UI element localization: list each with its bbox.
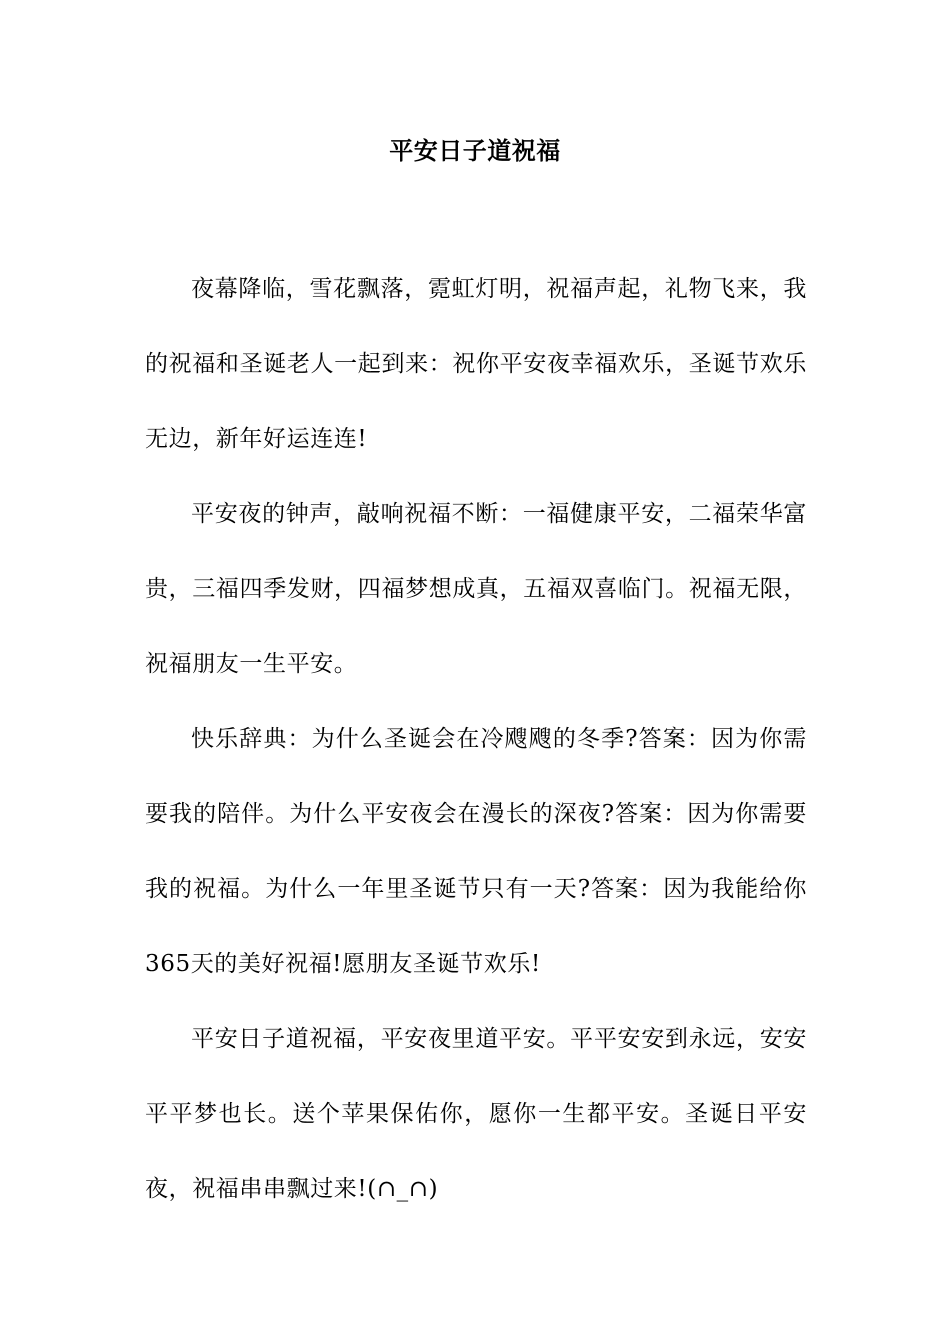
paragraph-2: 平安夜的钟声，敲响祝福不断：一福健康平安，二福荣华富贵，三福四季发财，四福梦想成真，五福双喜临门。祝福无限，祝福朋友一生平安。: [145, 501, 807, 677]
paragraph-3: 快乐辞典：为什么圣诞会在冷飕飕的冬季?答案：因为你需要我的陪伴。为什么平安夜会在漫长的深夜?答案：因为你需要我的祝福。为什么一年里圣诞节只有一天?答案：因为我能给你365天的美好祝福!愿朋友圣诞节欢乐!: [145, 726, 807, 977]
paragraph-1: 夜幕降临，雪花飘落，霓虹灯明，祝福声起，礼物飞来，我的祝福和圣诞老人一起到来：祝你平安夜幸福欢乐，圣诞节欢乐无边，新年好运连连!: [145, 276, 807, 452]
document-body: [145, 252, 807, 1227]
paragraph-4: 平安日子道祝福，平安夜里道平安。平平安安到永远，安安平平梦也长。送个苹果保佑你，愿你一生都平安。圣诞日平安夜，祝福串串飘过来!(∩_∩): [145, 1026, 807, 1202]
document-title: 平安日子道祝福: [389, 136, 561, 165]
